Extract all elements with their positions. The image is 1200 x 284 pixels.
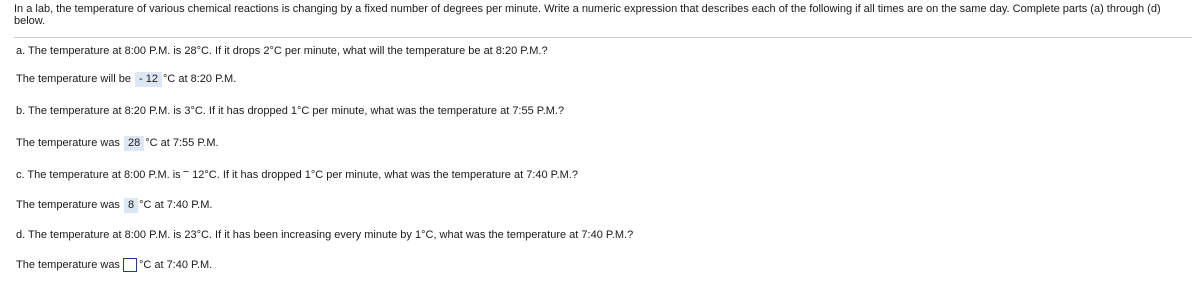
part-d-answer-prefix: The temperature was — [16, 259, 120, 271]
part-b-question: b. The temperature at 8:20 P.M. is 3°C. If it has dropped 1°C per minute, what was the temperature at 7:55 P.M.? — [16, 105, 565, 117]
divider — [14, 37, 1192, 38]
part-c-answer-field[interactable]: 8 — [124, 198, 138, 213]
part-c-answer-prefix: The temperature was — [16, 199, 120, 211]
part-c-question-end: 12°C. If it has dropped 1°C per minute, what was the temperature at 7:40 P.M.? — [192, 169, 578, 181]
part-a-answer-prefix: The temperature will be — [16, 73, 131, 85]
part-c-question-start: c. The temperature at 8:00 P.M. is — [16, 169, 181, 181]
part-c-answer-line — [16, 198, 212, 213]
part-c-answer-suffix: °C at 7:40 P.M. — [139, 199, 213, 211]
part-d-answer-line — [16, 258, 212, 272]
part-a-answer-line — [16, 72, 236, 87]
part-b-answer-suffix: °C at 7:55 P.M. — [145, 137, 219, 149]
part-b-answer-field[interactable]: 28 — [124, 136, 144, 151]
part-a-question: a. The temperature at 8:00 P.M. is 28°C. If it drops 2°C per minute, what will the temperature be at 8:20 P.M.? — [16, 45, 548, 57]
part-c-question — [16, 168, 578, 182]
part-d-answer-input[interactable] — [123, 258, 137, 272]
part-b-answer-line — [16, 136, 219, 151]
negative-sign: − — [182, 166, 190, 178]
part-a-answer-suffix: °C at 8:20 P.M. — [162, 73, 237, 85]
part-d-answer-suffix: °C at 7:40 P.M. — [138, 259, 213, 271]
part-d-question: d. The temperature at 8:00 P.M. is 23°C. If it has been increasing every minute by 1°C, what was the temperature at 7:40 P.M.? — [16, 229, 634, 241]
instructions-text: In a lab, the temperature of various chemical reactions is changing by a fixed number of degrees per minute. Write a numeric expression that describes each of the following if all times are on the same day. Complete parts (a) through (d) below. — [14, 3, 1161, 27]
part-a-answer-field[interactable]: - 12 — [135, 72, 162, 87]
part-b-answer-prefix: The temperature was — [16, 137, 120, 149]
